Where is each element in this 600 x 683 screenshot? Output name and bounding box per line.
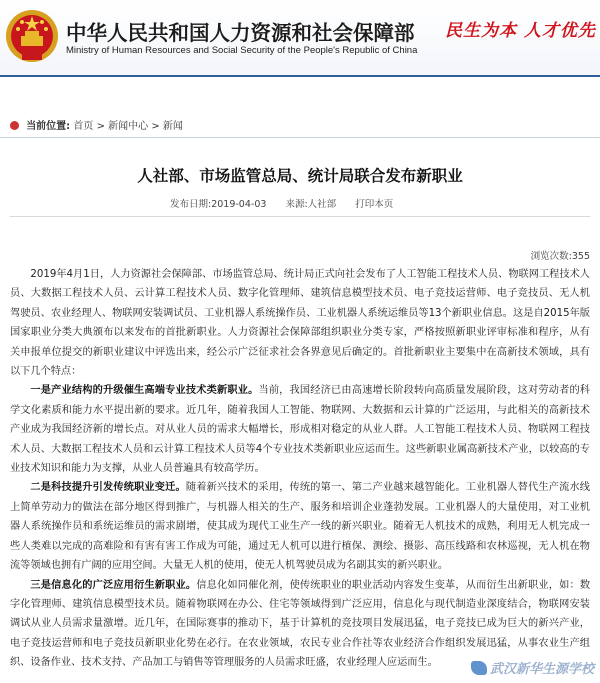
site-title: 中华人民共和国人力资源和社会保障部: [66, 21, 415, 45]
header-divider: [0, 75, 600, 113]
breadcrumb-home-link[interactable]: 首页: [73, 121, 94, 132]
article-source: 来源:人社部: [285, 199, 337, 210]
paragraph: [10, 478, 590, 575]
paragraph-heading: 二是科技提升引发传统职业变迁。: [30, 482, 186, 494]
site-slogan: 民生为本 人才优先: [445, 21, 596, 41]
site-header: [0, 0, 600, 75]
national-emblem-icon: [4, 6, 60, 66]
breadcrumb-news-link[interactable]: 新闻: [162, 121, 183, 132]
paragraph-text: 随着新兴技术的采用，传统的第一、第二产业越来越智能化。工业机器人替代生产流水线上简单劳动力的做法在部分地区得到推广，与机器人相关的生产、服务和培训企业蓬勃发展。工业机器人的大量使用，对工业机器人系统操作员和系统运维员的需求剧增，使其成为现代工业生产一线的新兴职业。随着无人机技术的成熟，利用无人机完成一些人类难以完成的高难险和有害有害工作成为可能，通过无人机可以进行植保、测绘、摄影、高压线路和农林巡视，无人机在物流等领域也拥有广阔的应用空间。大量无人机的使用，使无人机驾驶员成为名副其实的新兴职业。: [10, 482, 590, 572]
watermark-logo-icon: [471, 661, 487, 675]
paragraph-heading: 一是产业结构的升级催生高端专业技术类新职业。: [30, 385, 259, 397]
view-count: 浏览次数:355: [530, 251, 590, 262]
watermark-text: 武汉新华生源学校: [489, 662, 594, 677]
breadcrumb-news-center-link[interactable]: 新闻中心: [108, 121, 149, 132]
paragraph-heading: 三是信息化的广泛应用衍生新职业。: [30, 579, 197, 591]
print-page-link[interactable]: 打印本页: [355, 199, 394, 210]
breadcrumb-divider: [0, 137, 600, 138]
publish-date: 发布日期:2019-04-03: [170, 199, 267, 210]
breadcrumb-label: 当前位置:: [26, 121, 71, 132]
article-title: 人社部、市场监管总局、统计局联合发布新职业: [137, 167, 463, 185]
breadcrumb-separator: >: [96, 121, 105, 132]
paragraph: 2019年4月1日，人力资源社会保障部、市场监管总局、统计局正式向社会发布了人工智能工程技术人员、物联网工程技术人员、大数据工程技术人员、云计算工程技术人员、数字化管理师、建筑信息模型技术员、电子竞技运营师、电子竞技员、无人机驾驶员、农业经理人、物联网安装调试员、工业机器人系统操作员、工业机器人系统运维员等13个新职业信息。这是自2015年版国家职业分类大典颁布以来发布的首批新职业。人力资源社会保障部组织职业分类专家，严格按照新职业评审标准和程序，从有关申报单位提交的新职业建议中评选出来，经公示广泛征求社会各界意见后确定的。首批新职业主要集中在高新技术领域，具有以下几个特点：: [10, 269, 590, 378]
meta-divider: [10, 216, 590, 217]
location-icon: [10, 121, 19, 130]
paragraph: [10, 381, 590, 478]
site-title-english: Ministry of Human Resources and Social Security of the People's Republic of China: [66, 45, 418, 56]
watermark: [471, 658, 594, 677]
breadcrumb: [10, 117, 595, 135]
paragraph-text: 当前，我国经济已由高速增长阶段转向高质量发展阶段，这对劳动者的科学文化素质和能力水平提出新的要求。近几年，随着我国人工智能、物联网、大数据和云计算的广泛运用，与此相关的高新技术产业成为我国经济新的增长点。对从业人员的需求大幅增长，形成相对稳定的从业人群。人工智能工程技术人员、物联网工程技术人员、大数据工程技术人员和云计算工程技术人员等4个专业技术类新职业应运而生。这些新职业属高新技术产业，以较高的专业技术知识和能力为支撑，从业人员普遍具有较高学历。: [10, 385, 590, 475]
article-meta: [170, 196, 409, 210]
article-body: [10, 265, 590, 673]
breadcrumb-separator: >: [151, 121, 160, 132]
paragraph-text: 信息化如同催化剂，使传统职业的职业活动内容发生变革，从而衍生出新职业，如：数字化管理师、建筑信息模型技术员。随着物联网在办公、住宅等领域得到广泛应用，信息化与现代制造业深度结合，物联网安装调试从业人员需求量激增。近几年，在国际赛事的推动下，基于计算机的竞技项目发展迅猛，电子竞技已成为巨大的新兴产业，电子竞技运营师和电子竞技员新职业化势在必行。在农业领域，农民专业合作社等农业经济合作组织发展迅猛，从事农业生产组织、设备作业、技术支持、产品加工与销售等管理服务的人员需求旺盛，农业经理人应运而生。: [10, 579, 591, 669]
